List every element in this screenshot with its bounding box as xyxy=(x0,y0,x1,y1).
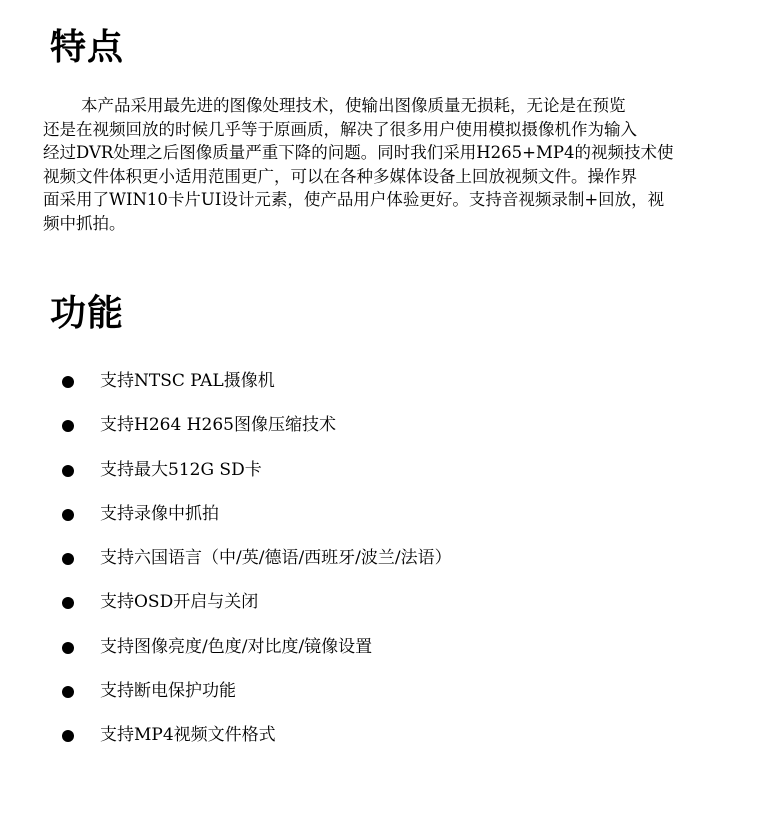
bullet-icon xyxy=(62,376,74,388)
list-item xyxy=(62,676,452,720)
list-item xyxy=(62,366,452,410)
paragraph-line: 经过DVR处理之后图像质量严重下降的问题。同时我们采用H265+MP4的视频技术使 xyxy=(43,143,674,162)
list-item xyxy=(62,632,452,676)
list-item-label: 支持H264 H265图像压缩技术 xyxy=(100,415,336,436)
list-item xyxy=(62,587,452,631)
paragraph-line: 面采用了WIN10卡片UI设计元素，使产品用户体验更好。支持音视频录制+回放，视 xyxy=(43,190,665,209)
bullet-icon xyxy=(62,597,74,609)
list-item-label: 支持图像亮度/色度/对比度/镜像设置 xyxy=(100,636,373,657)
list-item-label: 支持OSD开启与关闭 xyxy=(100,592,259,613)
bullet-icon xyxy=(62,509,74,521)
bullet-icon xyxy=(62,730,74,742)
list-item-label: 支持六国语言（中/英/德语/西班牙/波兰/法语） xyxy=(100,548,452,569)
bullet-icon xyxy=(62,553,74,565)
list-item xyxy=(62,455,452,499)
paragraph-line: 还是在视频回放的时候几乎等于原画质，解决了很多用户使用模拟摄像机作为输入 xyxy=(43,119,637,139)
list-item xyxy=(62,499,452,543)
list-item xyxy=(62,410,452,454)
list-item-label: 支持最大512G SD卡 xyxy=(100,459,262,480)
functions-list xyxy=(62,366,452,765)
list-item xyxy=(62,543,452,587)
bullet-icon xyxy=(62,420,74,432)
functions-heading: 功能 xyxy=(50,293,125,334)
list-item-label: 支持录像中抓拍 xyxy=(100,503,219,524)
list-item xyxy=(62,720,452,764)
paragraph-line: 视频文件体积更小适用范围更广，可以在各种多媒体设备上回放视频文件。操作界 xyxy=(43,166,637,186)
bullet-icon xyxy=(62,465,74,477)
paragraph-line: 本产品采用最先进的图像处理技术，使输出图像质量无损耗，无论是在预览 xyxy=(81,96,626,115)
list-item-label: 支持断电保护功能 xyxy=(100,681,236,702)
list-item-label: 支持MP4视频文件格式 xyxy=(100,725,276,746)
bullet-icon xyxy=(62,642,74,654)
features-heading: 特点 xyxy=(50,27,125,68)
features-paragraph xyxy=(43,94,733,235)
list-item-label: 支持NTSC PAL摄像机 xyxy=(100,371,275,391)
paragraph-line: 频中抓拍。 xyxy=(43,213,126,233)
bullet-icon xyxy=(62,686,74,698)
